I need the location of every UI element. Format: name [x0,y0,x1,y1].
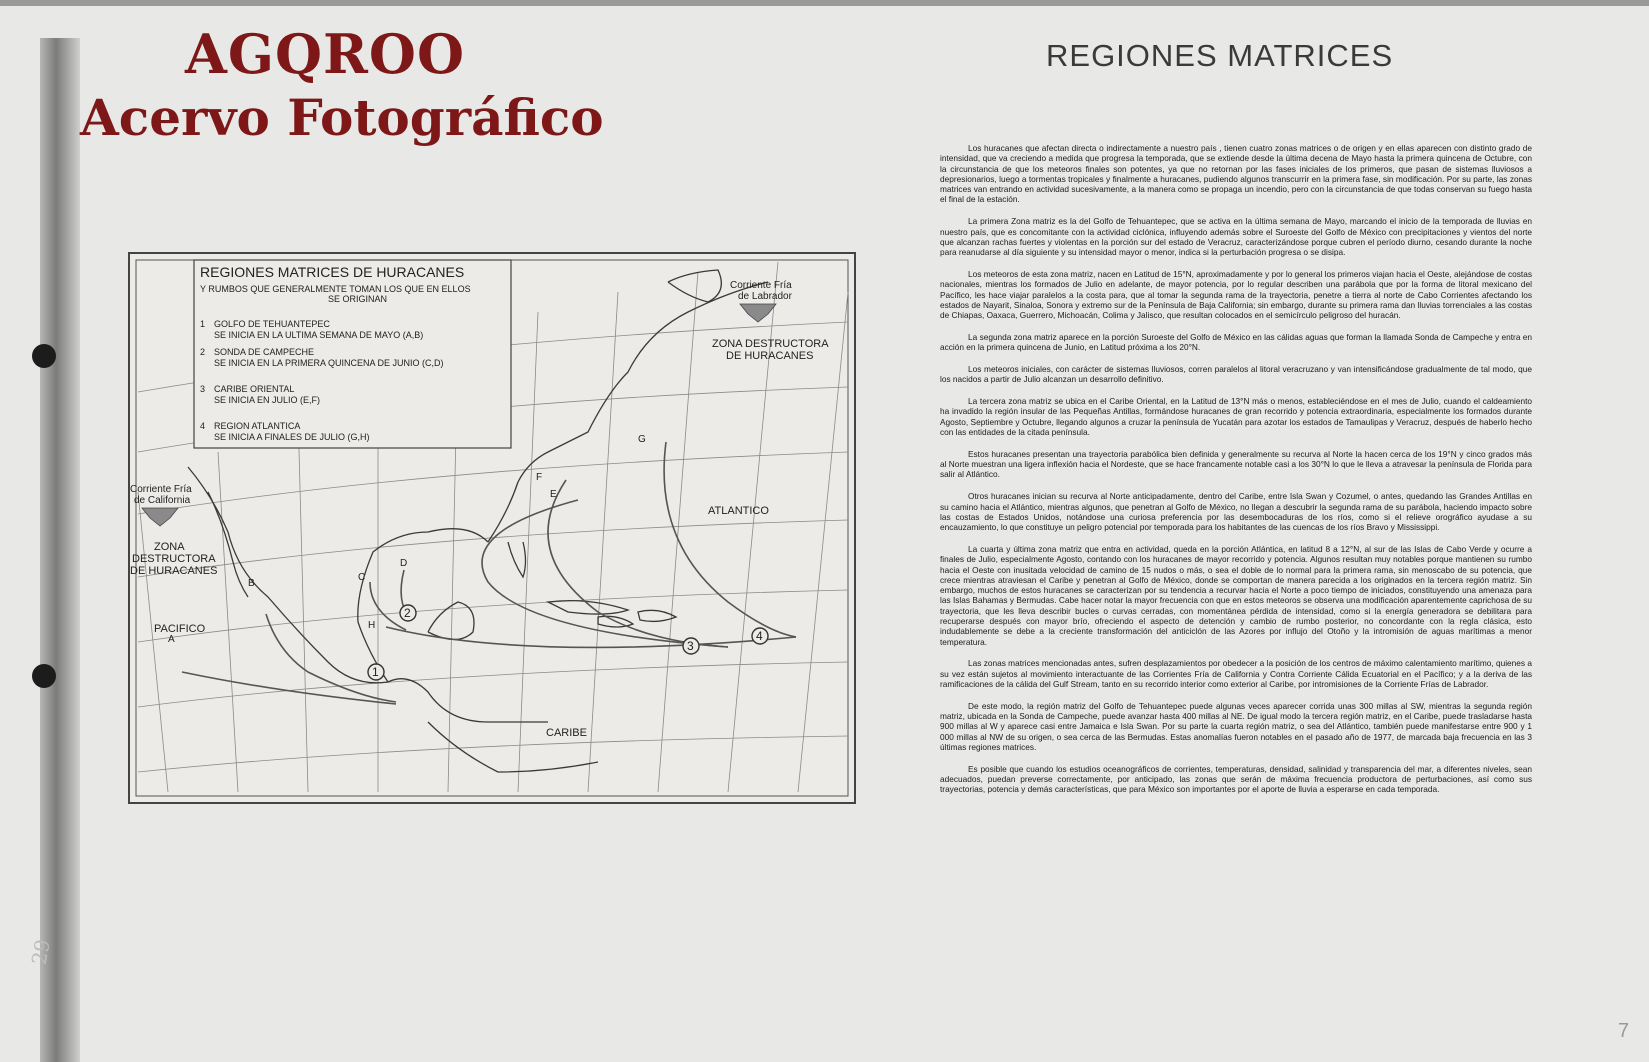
legend-title: REGIONES MATRICES DE HURACANES [200,264,465,280]
zone-number-4: 4 [756,629,763,643]
legend-item-number: 2 [200,347,206,357]
legend-box [194,260,511,448]
label-zona-destructora: DE HURACANES [130,565,218,577]
paragraph: La tercera zona matriz se ubica en el Caribe Oriental, en la Latitud de 13°N más o menos, estableciéndose en el mes de Julio, cuando el caldeamiento ha invadido la región insular de las Pequeñas Antillas, formándose huracanes de gran recorrido y potencia extraordinaria, especialmente los formados durante Agosto, Septiembre y Octubre, llegando algunos a cruzar la península de Yucatán para azotar los estados de Tamaulipas y Veracruz, después de haberlo hecho con las entidades de la citada península. [940,396,1532,438]
label-corriente-california: Corriente Fría [130,484,192,495]
paragraph: Los huracanes que afectan directa o indirectamente a nuestro país , tienen cuatro zonas matrices o de origen y en ellas aparecen con distinto grado de intensidad, que va creciendo a medida que progresa la temporada, que se extiende desde la última decena de Mayo hasta la primera quincena de Octubre, con la circunstancia de que los meteoros finales son potentes, ya que no retornan por las fases iniciales de los primeros, que pasan de sistemas lluviosos a depresionarios, luego a tormentas tropicales y finalmente a huracanes, pudiendo algunos transcurrir en la primera fase, sin modificación. Por su parte, las zonas matrices van entrando en actividad sucesivamente, a la manera como se propaga un incendio, pero con la circunstancia de que todas conservan su fuego hasta el final de la estación. [940,143,1532,205]
paragraph: La cuarta y última zona matriz que entra en actividad, queda en la porción Atlántica, en latitud 8 a 12°N, al sur de las Islas de Cabo Verde y ocurre a finales de Julio, especialmente Agosto, contando con los huracanes de mayor recorrido y potencia. Algunos resultan muy notables porque mantienen su rumbo hacia el Oeste con inusitada velocidad de camino de 15 nudos o más, o sea el doble de lo normal para la primera rama, sin menoscabo de su potencia, que crece mientras atraviesan el Caribe y penetran al Golfo de México, donde se comportan de manera parecida a los originados en la tercera región matriz. Sin embargo, muchos de estos huracanes se caracterizan por su tendencia a recurvar hacia el Norte a poco tiempo de iniciados, constituyendo una amenaza para las Islas Bahamas y Bermudas. Cabe hacer notar la mayor frecuencia con que en estos meteoros se observa una modificación aparentemente caprichosa de su trayectoria, que les lleva describir bucles o curvas cerradas, con momentánea pérdida de intensidad, como si la energía generadora se debilitara para recuperarse después con mayor brío, ofreciendo el aspecto de detención y cambio de rumbo posterior, no concordante con la regla clásica, esto indudablemente se debe a la creciente transformación del anticiclón de las Azores por influjo del Otoño y la intromisión de aguas marítimas a menor temperatura. [940,543,1532,647]
zone-number-2: 2 [404,606,411,620]
track-letter-d: D [400,558,408,569]
label-zona-destructora: ZONA [154,541,185,553]
binding-strip [40,38,80,1062]
label-atlantico: ATLANTICO [708,505,769,517]
label-pacifico: PACIFICO [154,623,206,635]
paragraph: Las zonas matrices mencionadas antes, sufren desplazamientos por obedecer a la posición de los centros de máximo calentamiento marítimo, quienes a su vez están sujetos al movimiento interactuante de las Corrientes Fría de California y Contra Corriente Cálida Ecuatorial en el Pacífico; y a la deriva de las ramificaciones de la cálida del Gulf Stream, tanto en su recorrido interior como exterior al Caribe, por intromisiones de la Corriente Frías de Labrador. [940,658,1532,689]
track-letter-g: G [638,434,646,445]
legend-item-detail: SE INICIA EN LA ULTIMA SEMANA DE MAYO (A,B) [214,330,424,340]
paragraph: Los meteoros de esta zona matriz, nacen en Latitud de 15°N, aproximadamente y por lo general los primeros viajan hacia el Oeste, alejándose de costas nacionales, mientras los formados de Julio en adelante, de mayor potencia, por lo regular describen una parábola que por la forma de litoral mexicano del Pacífico, les hace viajar paralelos a la costa para, que al tomar la segunda rama de la trayectoria, penetre a tierra al norte de Cabo Corrientes afectando los estados de Nayarit, Sinaloa, Sonora y extremo sur de la Península de Baja California; sin embargo, durante su primera rama dan lluvias torrenciales a las costas de Chiapas, Oaxaca, Guerrero, Michoacán, Colima y Jalisco, que resultan colocados en el semicírculo peligroso del huracán. [940,268,1532,321]
hurricane-map [128,252,856,804]
zone-number-1: 1 [372,665,379,679]
legend-item-detail: SE INICIA EN LA PRIMERA QUINCENA DE JUNIO (C,D) [214,358,444,368]
paragraph: Es posible que cuando los estudios oceanográficos de corrientes, temperaturas, densidad, salinidad y transparencia del mar, a diferentes niveles, sean adecuados, puedan preverse correctamente, por anticipado, las zonas que serán de máxima frecuencia productora de perturbaciones, así como sus trayectorias, potencia y demás características, que para México son importantes por el aporte de lluvia a esperarse en cada temporada. [940,763,1532,795]
legend-item-number: 1 [200,319,206,329]
zone-number-3: 3 [687,639,694,653]
track-letter-e: E [550,489,557,500]
paragraph: La primera Zona matriz es la del Golfo de Tehuantepec, que se activa en la última semana de Mayo, marcando el inicio de la temporada de lluvias en nuestro país, que es concomitante con la actividad ciclónica, influyendo además sobre el Suroeste del Golfo de México con precipitaciones y vientos del norte que alcanzan rachas fuertes y violentas en la porción sur del estado de Veracruz, caracterizándose porque cubren el período diurno, cesando durante la noche para reanudarse al día siguiente y su intensidad mayor o menor, indica si la perturbación progresa o se disipa. [940,216,1532,258]
pencil-annotation: 29 [26,937,55,967]
paragraph: De este modo, la región matriz del Golfo de Tehuantepec puede algunas veces aparecer corrida unas 300 millas al SW, mientras la segunda región matriz, ubicada en la Sonda de Campeche, puede avanzar hasta 400 millas al NE. De igual modo la tercera región matriz, en el Caribe, puede trasladarse hasta 900 millas al W y aparece casi entre Jamaica e Isla Swan. Por su parte la cuarta región matriz, o sea del Atlántico, también puede manifestarse entre 900 y 1 000 millas al NW de su origen, o sea cerca de las Bermudas. Estas anomalías fueron notables en el pasado año de 1977, de marcada baja frecuencia en las 3 últimas regiones matrices. [940,700,1532,752]
label-corriente-california: de California [134,495,191,506]
watermark-line1: AGQROO [185,22,466,86]
label-zona-destructora: ZONA DESTRUCTORA [712,338,829,350]
legend-item-name: SONDA DE CAMPECHE [214,347,315,357]
binder-hole-top [32,344,56,368]
body-text [940,143,1532,806]
label-corriente-labrador: Corriente Fría [730,280,792,291]
track-letter-c: C [358,572,366,583]
paragraph: Otros huracanes inician su recurva al Norte anticipadamente, dentro del Caribe, entre Isla Swan y Cozumel, o antes, quedando las Grandes Antillas en su camino hacia el Atlántico, mientras algunos, que penetran al Golfo de México, no llegan a descubrir la segunda rama de su parábola, haciendo impacto sobre las costas de Estados Unidos, notándose una curiosa preferencia por las desembocaduras de los ríos, como si el relieve orográfico ayudase a su encauzamiento, lo que constituye un peligro potencial por temporada para los habitantes de las cuencas de los ríos Bravo y Mississippi. [940,491,1532,533]
label-caribe: CARIBE [546,727,587,739]
page-top-edge [0,0,1649,6]
legend-item-detail: SE INICIA EN JULIO (E,F) [214,395,321,405]
legend-item-name: CARIBE ORIENTAL [214,384,295,394]
legend-item-number: 3 [200,384,206,394]
track-letter-h: H [368,620,376,631]
paragraph: La segunda zona matriz aparece en la porción Suroeste del Golfo de México en las cálidas aguas que forman la llamada Sonda de Campeche y entra en acción en la primera quincena de Junio, en Latitud próxima a los 20°N. [940,331,1532,353]
legend-subtitle: Y RUMBOS QUE GENERALMENTE TOMAN LOS QUE EN ELLOS [200,284,471,294]
legend-item-number: 4 [200,421,206,431]
label-zona-destructora: DE HURACANES [726,350,814,362]
track-letter-a: A [168,634,175,645]
track-letter-f: F [536,472,543,483]
watermark-line2: Acervo Fotográfico [80,88,604,147]
label-corriente-labrador: de Labrador [738,291,792,302]
legend-item-name: REGION ATLANTICA [214,421,301,431]
label-zona-destructora: DESTRUCTORA [132,553,216,565]
paragraph: Estos huracanes presentan una trayectoria parabólica bien definida y generalmente su recurva al Norte la hacen cerca de los 19°N y cinco grados más al Norte muestran una ligera inflexión hacia el Nordeste, que se hace francamente notable casi a los 30°N lo que le lleva a atravesar la península de Florida para salir al Atlántico. [940,448,1532,480]
page-title: REGIONES MATRICES [1046,38,1394,73]
legend-subtitle: SE ORIGINAN [328,294,388,304]
legend-item-name: GOLFO DE TEHUANTEPEC [214,319,330,329]
page-number: 7 [1618,1020,1630,1042]
binder-hole-bottom [32,664,56,688]
legend-item-detail: SE INICIA A FINALES DE JULIO (G,H) [214,432,370,442]
track-letter-b: B [248,578,255,589]
paragraph: Los meteoros iniciales, con carácter de sistemas lluviosos, corren paralelos al litoral veracruzano y van intensificándose gradualmente de tal modo, que los nacidos a partir de Julio alcanzan un desarrollo definitivo. [940,364,1532,385]
